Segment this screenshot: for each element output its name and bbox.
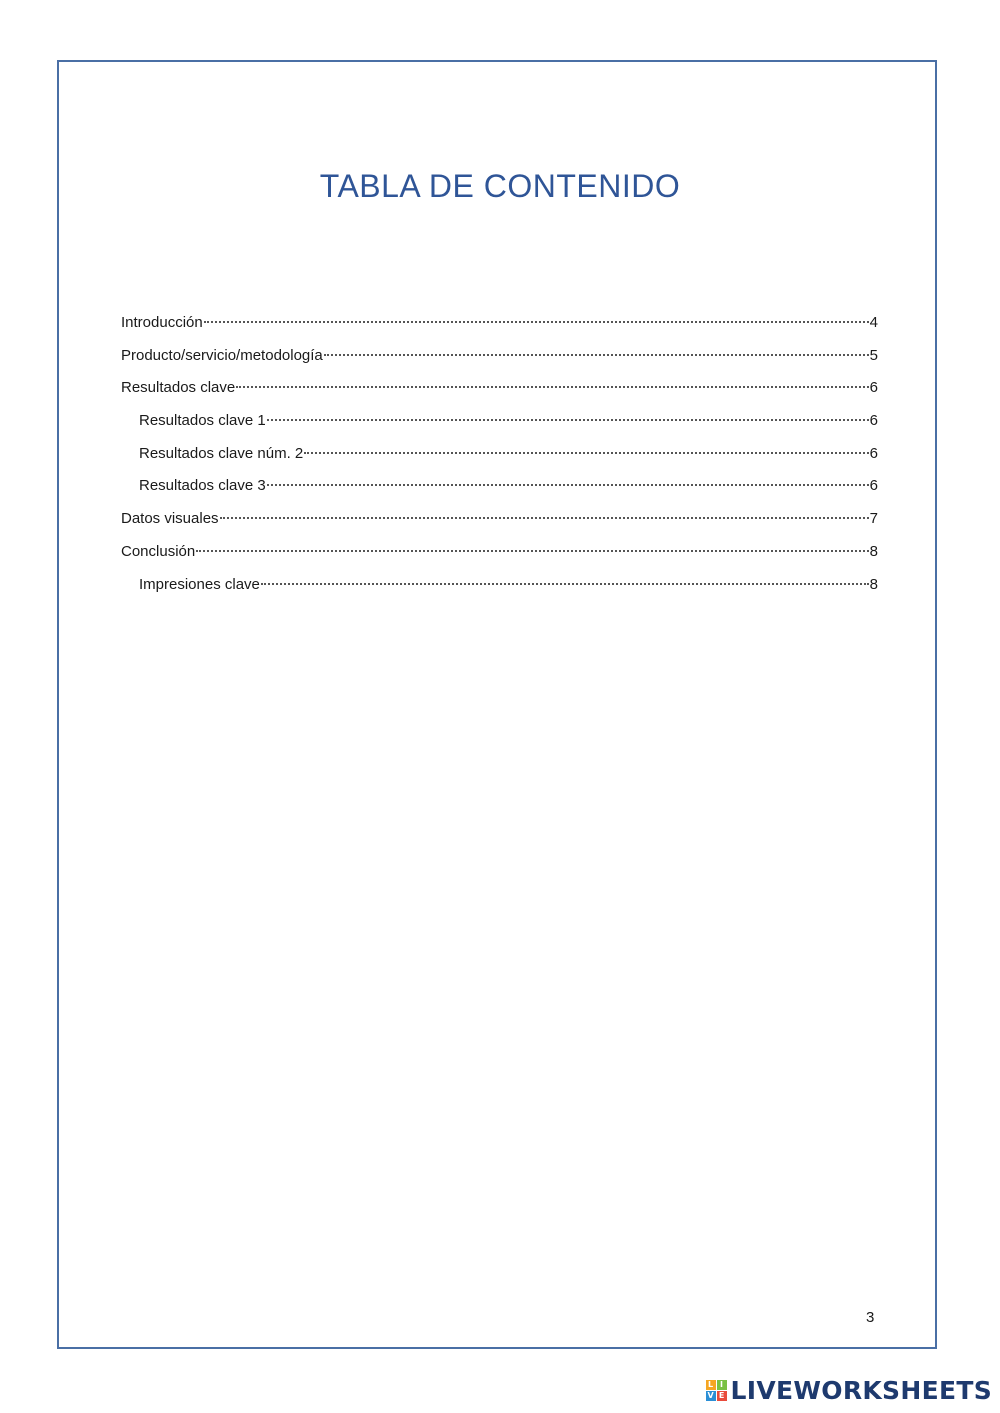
toc-dot-leader [267,419,869,421]
toc-subentry[interactable] [121,475,878,508]
toc-dot-leader [267,484,869,486]
toc-entry-page: 4 [869,314,878,331]
toc-entry-title: Conclusión [121,542,196,560]
toc-entry-page: 6 [869,444,878,462]
toc-dot-leader [324,354,869,356]
liveworksheets-logo-icon [706,1380,727,1401]
toc-entry[interactable] [121,541,878,574]
logo-letter-v: V [707,1391,714,1400]
toc-dot-leader [204,321,869,323]
toc-entry[interactable] [121,508,878,541]
page-title: TABLA DE CONTENIDO [319,168,681,204]
toc-entry[interactable] [121,312,878,345]
toc-dot-leader [236,386,868,388]
toc-subentry[interactable] [121,410,878,443]
liveworksheets-watermark[interactable] [706,1376,992,1405]
toc-entry-page: 5 [869,346,878,364]
toc-entry-title: Producto/servicio/metodología [121,346,323,364]
toc-entry-page: 7 [869,510,878,528]
toc-entry[interactable] [121,377,878,410]
logo-letter-l: L [706,1380,716,1390]
logo-letter-e: E [717,1391,727,1401]
toc-entry-page: 8 [869,542,878,560]
toc-entry-title: Resultados clave 1 [139,412,266,430]
toc-dot-leader [304,452,868,454]
toc-entry[interactable] [121,345,878,378]
toc-dot-leader [220,517,869,519]
toc-entry-title: Resultados clave núm. 2 [139,444,304,462]
logo-letter-i: I [717,1380,727,1390]
toc-entry-title: Introducción [121,314,203,331]
toc-subentry[interactable] [121,574,878,607]
toc-entry-title: Impresiones clave [139,575,260,593]
toc-entry-page: 8 [869,575,878,593]
toc-entry-page: 6 [869,412,878,430]
toc-dot-leader [196,550,868,552]
toc-subentry[interactable] [121,443,878,476]
toc-entry-page: 6 [869,379,878,397]
table-of-contents [121,312,878,606]
toc-entry-title: Resultados clave 3 [139,477,266,495]
toc-entry-page: 6 [869,477,878,495]
page-border [57,60,937,1349]
brand-name: LIVEWORKSHEETS [730,1376,992,1405]
toc-entry-title: Datos visuales [121,510,219,528]
toc-dot-leader [261,583,869,585]
toc-entry-title: Resultados clave [121,379,236,397]
page-number: 3 [866,1309,875,1326]
